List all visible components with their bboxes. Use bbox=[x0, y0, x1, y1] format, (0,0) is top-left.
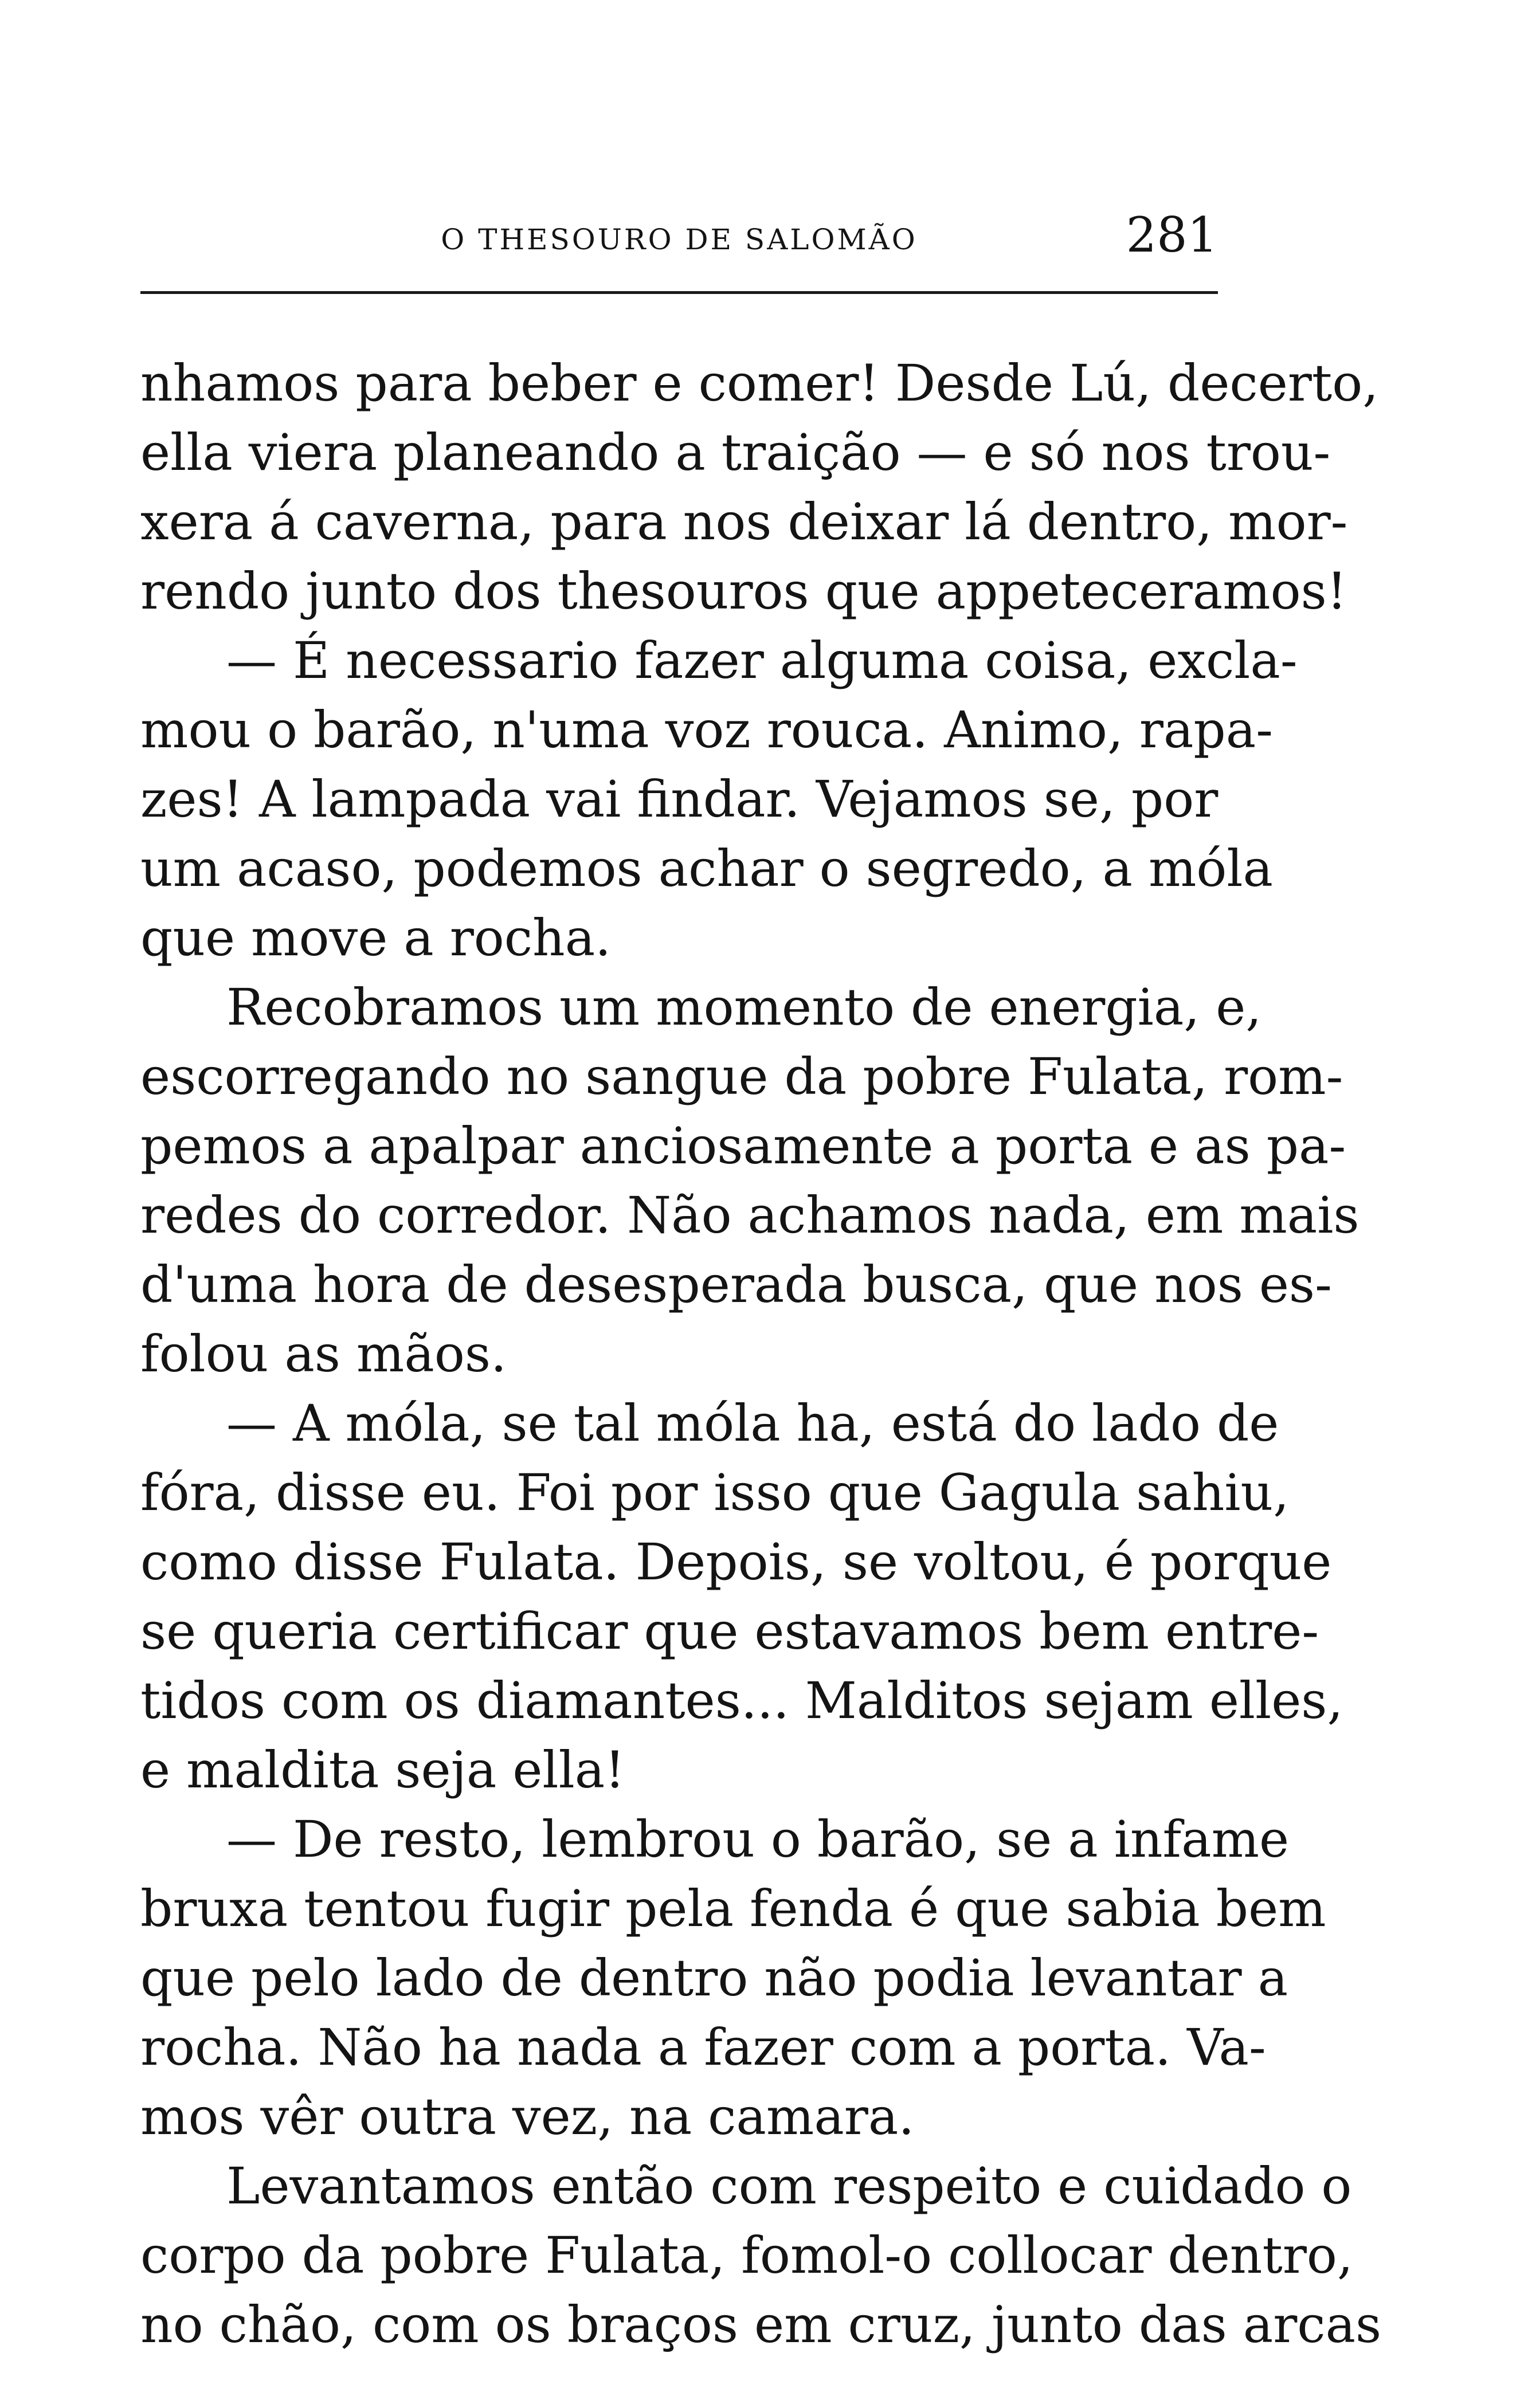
text-line: — É necessario fazer alguma coisa, excla- bbox=[226, 631, 1298, 690]
text-line: no chão, com os braços em cruz, junto das arcas bbox=[140, 2295, 1382, 2354]
text-line: corpo da pobre Fulata, fomol-o collocar dentro, bbox=[140, 2226, 1353, 2285]
text-line: Levantamos então com respeito e cuidado o bbox=[226, 2156, 1352, 2215]
text-line: mou o barão, n'uma voz rouca. Animo, rapa- bbox=[140, 700, 1273, 759]
text-line: mos vêr outra vez, na camara. bbox=[140, 2087, 915, 2146]
text-line: fóra, disse eu. Foi por isso que Gagula sahiu, bbox=[140, 1463, 1290, 1522]
text-line: rendo junto dos thesouros que appeteceramos! bbox=[140, 562, 1347, 621]
header-rule bbox=[140, 291, 1218, 294]
text-line: xera á caverna, para nos deixar lá dentro, mor- bbox=[140, 492, 1348, 551]
page-number: 281 bbox=[1126, 207, 1218, 263]
text-line: ella viera planeando a traição — e só nos trou- bbox=[140, 423, 1331, 482]
text-line: pemos a apalpar anciosamente a porta e as pa- bbox=[140, 1116, 1346, 1175]
text-line: se queria certificar que estavamos bem entre- bbox=[140, 1602, 1319, 1661]
text-line: — De resto, lembrou o barão, se a infame bbox=[226, 1810, 1290, 1869]
text-line: que move a rocha. bbox=[140, 908, 612, 967]
text-line: redes do corredor. Não achamos nada, em mais bbox=[140, 1186, 1359, 1245]
text-line: escorregando no sangue da pobre Fulata, rom- bbox=[140, 1047, 1343, 1106]
text-line: — A móla, se tal móla ha, está do lado de bbox=[226, 1394, 1279, 1453]
running-title: O THESOURO DE SALOMÃO bbox=[441, 223, 918, 256]
text-line: que pelo lado de dentro não podia levantar a bbox=[140, 1948, 1288, 2007]
text-line: d'uma hora de desesperada busca, que nos es- bbox=[140, 1255, 1332, 1314]
text-line: e maldita seja ella! bbox=[140, 1740, 625, 1799]
text-line: Recobramos um momento de energia, e, bbox=[226, 978, 1262, 1037]
text-line: folou as mãos. bbox=[140, 1324, 507, 1383]
text-line: zes! A lampada vai findar. Vejamos se, por bbox=[140, 770, 1219, 829]
body-text bbox=[140, 348, 1382, 2359]
text-line: como disse Fulata. Depois, se voltou, é porque bbox=[140, 1532, 1332, 1591]
text-line: rocha. Não ha nada a fazer com a porta. Va- bbox=[140, 2018, 1266, 2077]
text-line: nhamos para beber e comer! Desde Lú, decerto, bbox=[140, 354, 1379, 413]
text-line: tidos com os diamantes... Malditos sejam elles, bbox=[140, 1671, 1343, 1730]
running-head bbox=[140, 206, 1218, 264]
text-line: bruxa tentou fugir pela fenda é que sabia bem bbox=[140, 1879, 1326, 1938]
text-line: um acaso, podemos achar o segredo, a móla bbox=[140, 839, 1274, 898]
